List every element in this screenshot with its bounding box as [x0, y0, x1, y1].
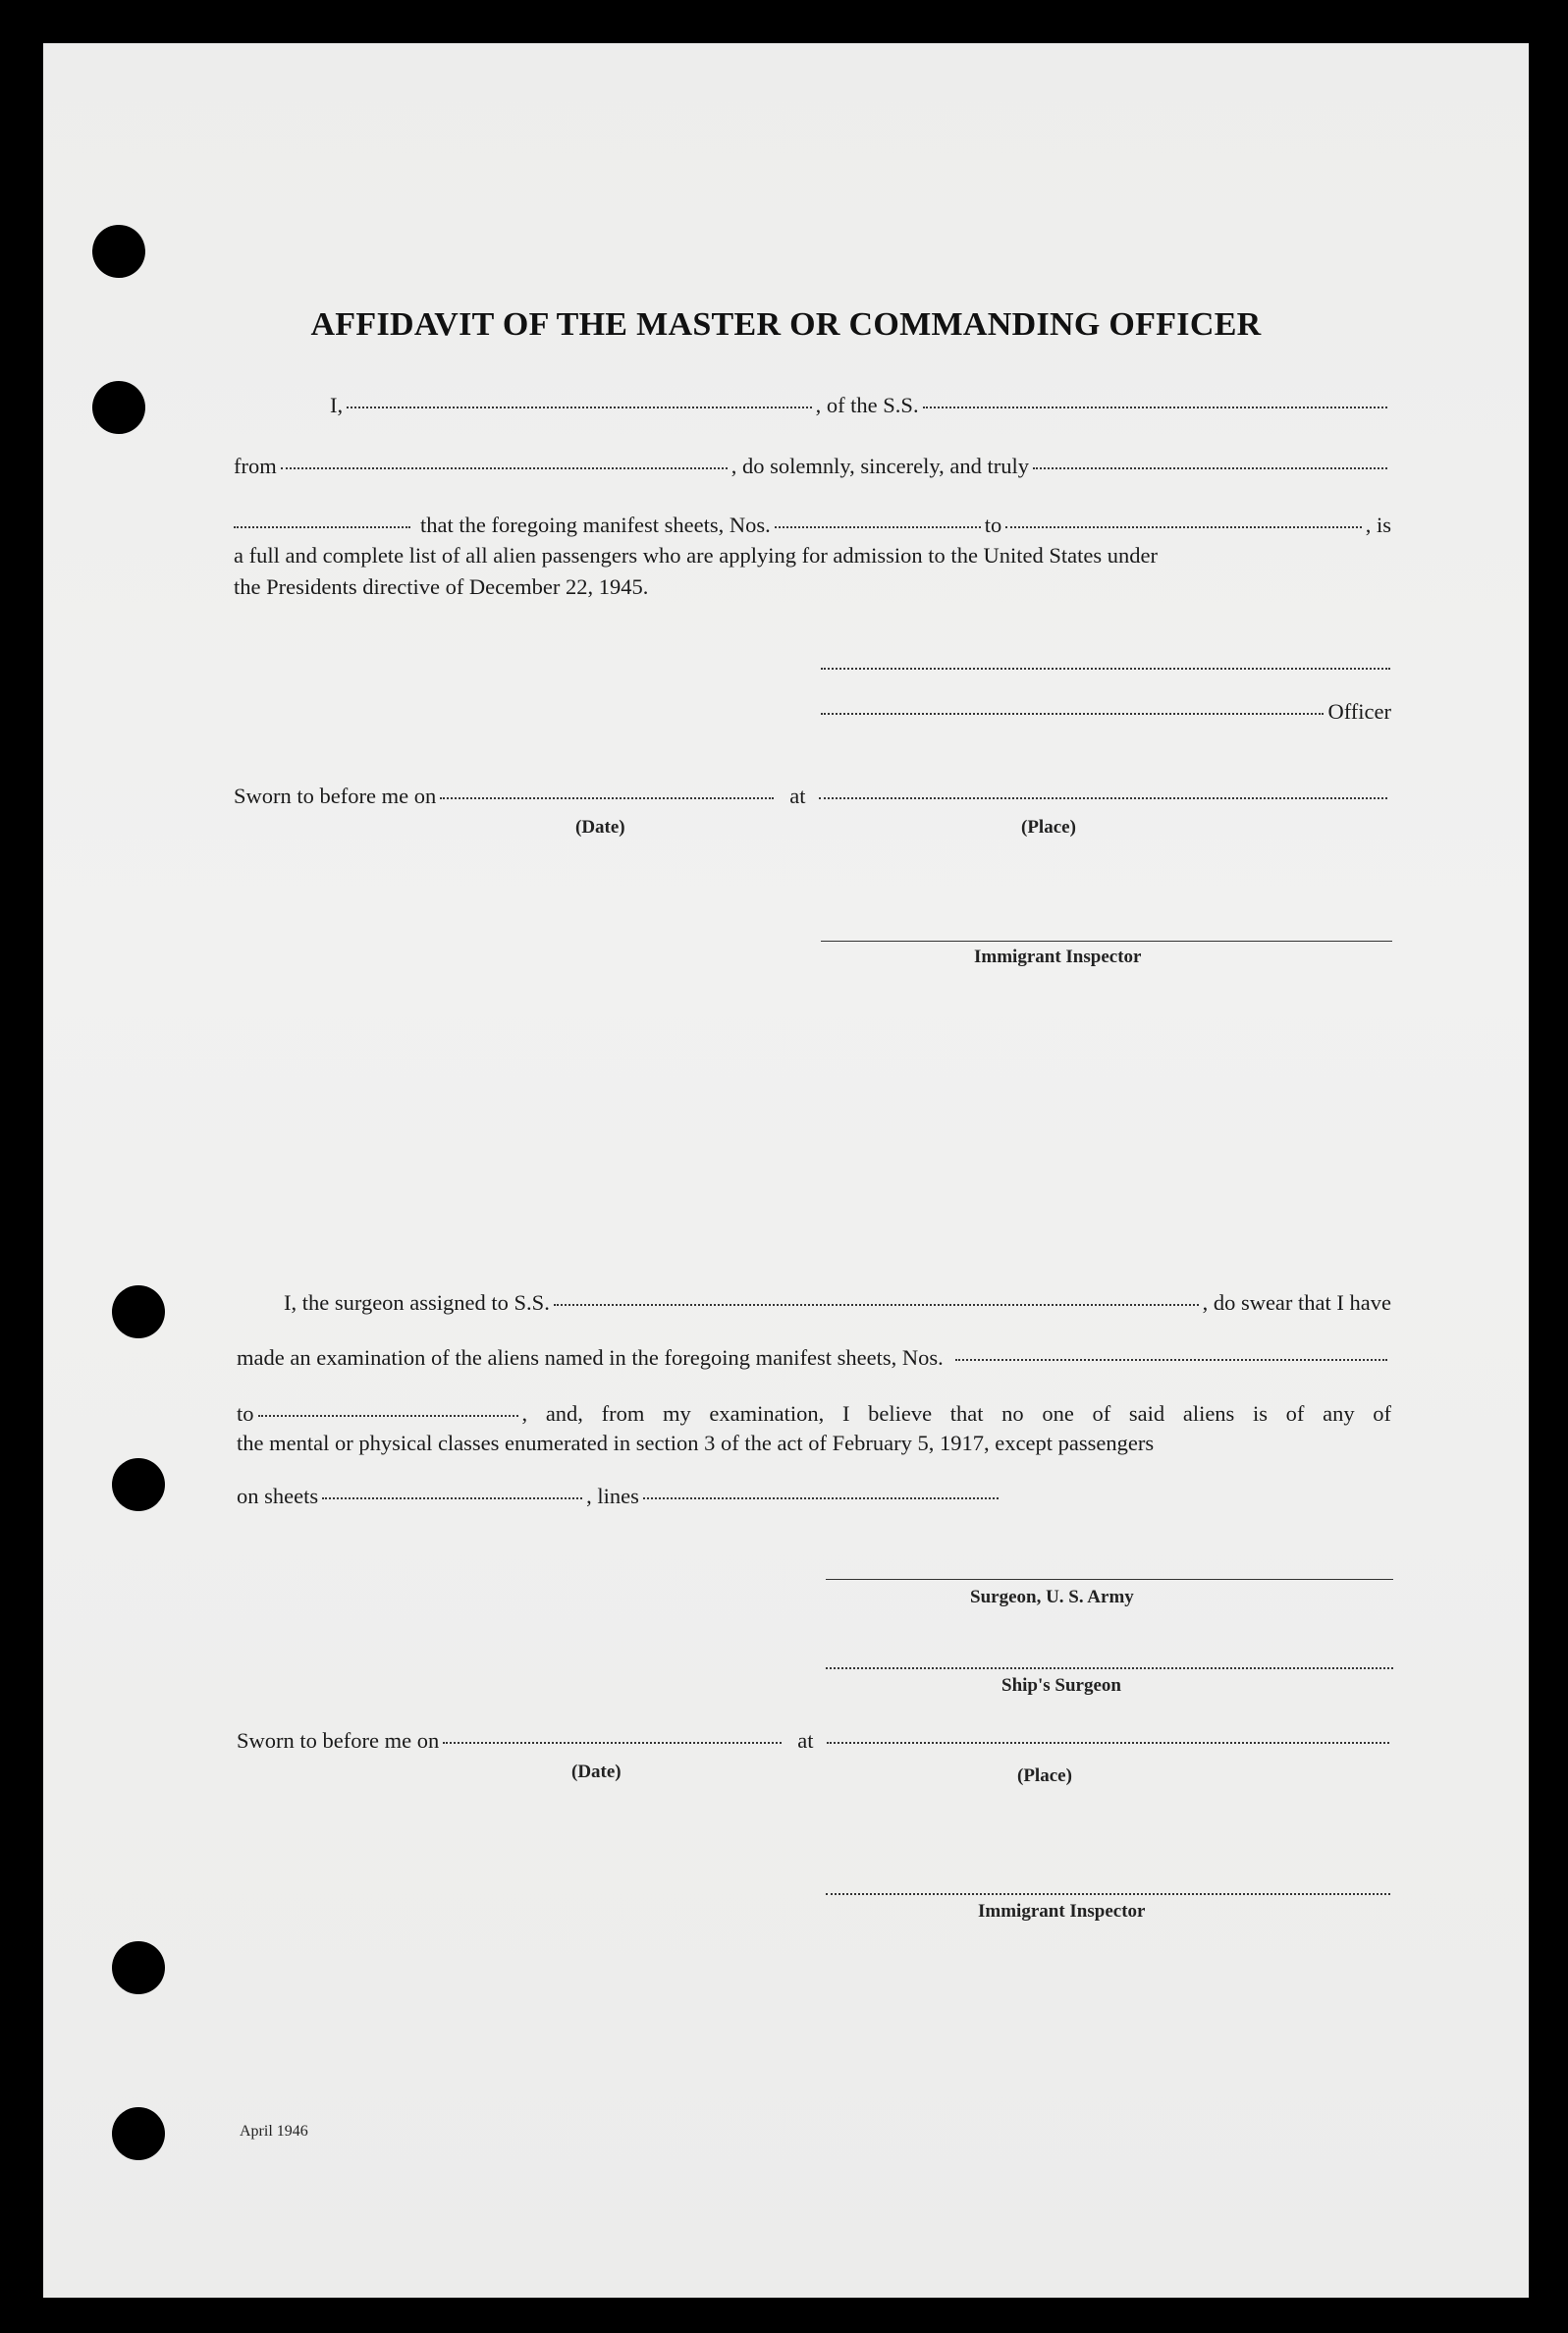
master-sworn-date-field[interactable]: [440, 797, 774, 799]
surgeon-sworn-place-field[interactable]: [827, 1742, 1389, 1744]
binder-hole: [92, 381, 145, 434]
surgeon-army-line[interactable]: [826, 1579, 1393, 1580]
document-page: [43, 43, 1529, 2298]
surgeon-examination-label: made an examination of the aliens named in the foregoing manifest sheets, Nos.: [237, 1345, 944, 1370]
master-to-label: to: [984, 513, 1002, 537]
master-manifest-label: that the foregoing manifest sheets, Nos.: [420, 513, 771, 537]
surgeon-inspector-caption: Immigrant Inspector: [978, 1901, 1146, 1922]
surgeon-date-caption: (Date): [571, 1762, 622, 1782]
surgeon-army-caption: Surgeon, U. S. Army: [970, 1587, 1134, 1607]
binder-hole: [112, 1458, 165, 1511]
master-officer-line: [821, 699, 1391, 725]
ship-surgeon-line[interactable]: [826, 1667, 1393, 1669]
surgeon-nos-field[interactable]: [955, 1359, 1387, 1361]
master-paragraph-line-5: the Presidents directive of December 22, 1945.: [234, 574, 649, 599]
surgeon-inspector-line[interactable]: [826, 1893, 1390, 1895]
master-ship-field[interactable]: [923, 407, 1387, 408]
surgeon-line-2: [237, 1345, 1391, 1371]
surgeon-sworn-label: Sworn to before me on: [237, 1728, 440, 1753]
master-place-caption: (Place): [1021, 817, 1076, 838]
master-from-label: from: [234, 454, 277, 478]
surgeon-belief-label: , and, from my examination, I believe that no one of said aliens is of any of: [521, 1401, 1391, 1426]
surgeon-swear-label: , do swear that I have: [1202, 1290, 1391, 1315]
master-line-1: [286, 393, 1391, 418]
master-i-label: I,: [330, 393, 344, 417]
master-sworn-place-field[interactable]: [819, 797, 1387, 799]
master-line-2: [234, 454, 1391, 479]
surgeon-line-3: [237, 1401, 1391, 1427]
master-from-field[interactable]: [281, 467, 728, 469]
master-signature-line[interactable]: [821, 668, 1390, 670]
binder-hole: [92, 225, 145, 278]
master-sworn-line: [234, 784, 1391, 809]
binder-hole: [112, 1941, 165, 1994]
surgeon-lines-label: , lines: [586, 1484, 639, 1508]
surgeon-at-label: at: [797, 1728, 814, 1753]
master-sworn-label: Sworn to before me on: [234, 784, 437, 808]
surgeon-to-label: to: [237, 1401, 254, 1426]
master-inspector-line[interactable]: [821, 941, 1392, 942]
master-inspector-caption: Immigrant Inspector: [974, 947, 1142, 967]
master-date-caption: (Date): [575, 817, 625, 838]
surgeon-ship-field[interactable]: [554, 1304, 1199, 1306]
master-name-field[interactable]: [347, 407, 811, 408]
master-truly-field[interactable]: [1033, 467, 1387, 469]
surgeon-place-caption: (Place): [1017, 1765, 1072, 1786]
surgeon-sworn-date-field[interactable]: [443, 1742, 782, 1744]
master-line-3: [234, 513, 1391, 538]
binder-hole: [112, 2107, 165, 2160]
surgeon-line-1: [237, 1290, 1391, 1316]
master-nos-to-field[interactable]: [1005, 526, 1361, 528]
form-date: April 1946: [240, 2123, 308, 2140]
surgeon-nos-to-field[interactable]: [258, 1415, 518, 1417]
master-at-label: at: [789, 784, 806, 808]
master-solemnly-label: , do solemnly, sincerely, and truly: [730, 454, 1030, 478]
master-is-label: , is: [1365, 513, 1391, 537]
surgeon-sheets-label: on sheets: [237, 1484, 319, 1508]
officer-title-field[interactable]: [821, 713, 1324, 715]
surgeon-assigned-label: I, the surgeon assigned to S.S.: [284, 1290, 550, 1315]
surgeon-paragraph-line-4: the mental or physical classes enumerated in section 3 of the act of February 5, 1917, except passengers: [237, 1431, 1155, 1455]
surgeon-sheets-field[interactable]: [322, 1497, 582, 1499]
page-title: AFFIDAVIT OF THE MASTER OR COMMANDING OFFICER: [310, 306, 1262, 343]
master-ship-label: , of the S.S.: [815, 393, 919, 417]
binder-hole: [112, 1285, 165, 1338]
master-sworn-field[interactable]: [234, 526, 410, 528]
surgeon-lines-field[interactable]: [643, 1497, 999, 1499]
master-nos-from-field[interactable]: [775, 526, 981, 528]
master-paragraph-line-4: a full and complete list of all alien passengers who are applying for admission to the United States under: [234, 543, 1159, 568]
surgeon-line-5: [237, 1484, 1002, 1509]
officer-label: Officer: [1327, 699, 1391, 724]
surgeon-sworn-line: [237, 1728, 1393, 1754]
ship-surgeon-caption: Ship's Surgeon: [1001, 1675, 1121, 1696]
